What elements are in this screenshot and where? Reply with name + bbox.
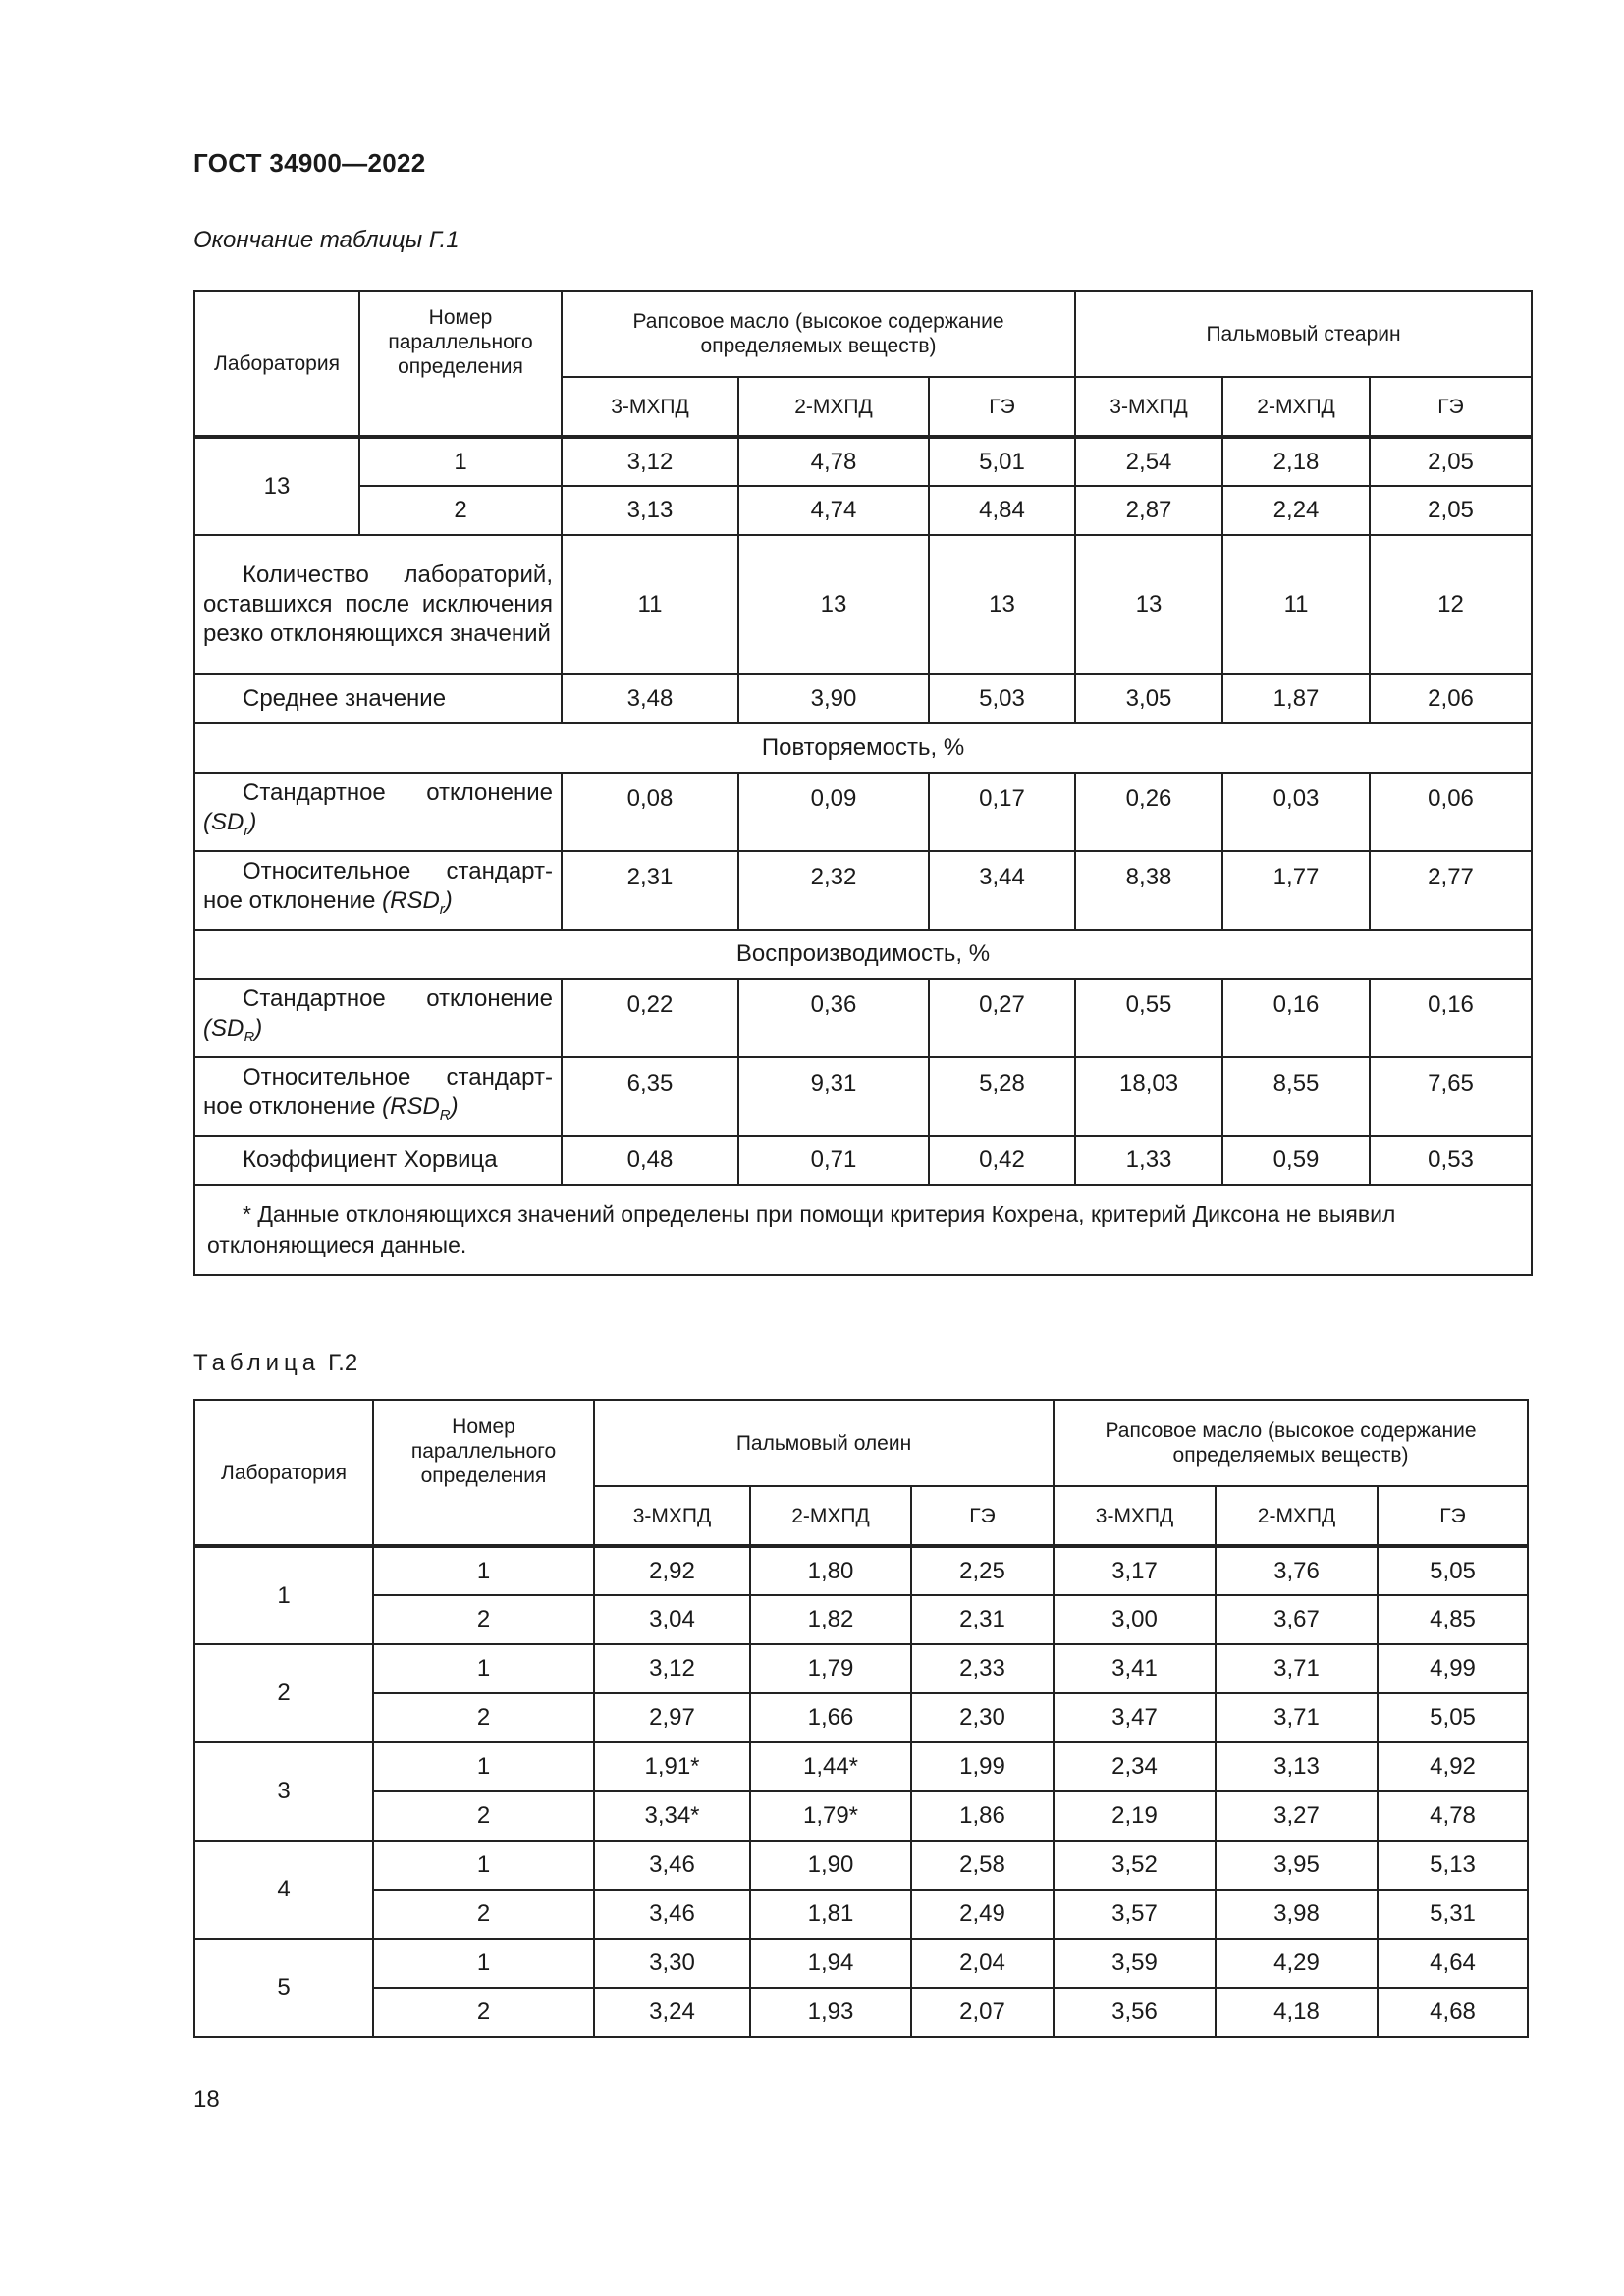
value-cell: 2,97 — [594, 1693, 750, 1742]
value-cell: 0,26 — [1075, 773, 1222, 851]
value-cell: 4,78 — [1378, 1791, 1528, 1841]
value-cell: 0,36 — [738, 979, 929, 1057]
value-cell: 3,48 — [562, 674, 738, 723]
section-row — [194, 723, 1532, 773]
value-cell: 0,22 — [562, 979, 738, 1057]
replicate-cell: 2 — [373, 1595, 594, 1644]
value-cell: 3,12 — [594, 1644, 750, 1693]
value-cell: 4,78 — [738, 437, 929, 486]
row-label — [194, 1136, 562, 1185]
header-replicate-number: Номер параллельного определения — [373, 1400, 594, 1546]
value-cell: 0,42 — [929, 1136, 1075, 1185]
table2-caption — [193, 1350, 357, 1377]
value-cell: 1,91* — [594, 1742, 750, 1791]
lab-number-cell: 4 — [194, 1841, 373, 1939]
symbol-subscript: R — [439, 1106, 451, 1124]
lab-number-cell: 3 — [194, 1742, 373, 1841]
page-number: 18 — [193, 2086, 220, 2112]
table-row — [194, 1057, 1532, 1136]
value-cell: 2,54 — [1075, 437, 1222, 486]
row-label — [194, 1057, 562, 1136]
value-cell: 5,31 — [1378, 1890, 1528, 1939]
value-cell: 3,56 — [1054, 1988, 1216, 2037]
table-note: * Данные отклоняющихся значений определены при помощи критерия Кохрена, критерий Диксона не выявил отклоняющиеся данные. — [194, 1185, 1532, 1275]
row-label-text: Относительное стандартное отклонение — [203, 857, 553, 914]
symbol-subscript: r — [244, 822, 249, 839]
value-cell: 8,38 — [1075, 851, 1222, 930]
value-cell: 3,98 — [1216, 1890, 1378, 1939]
table-row — [194, 1791, 1528, 1841]
value-cell: 5,03 — [929, 674, 1075, 723]
value-cell: 3,59 — [1054, 1939, 1216, 1988]
value-cell: 5,28 — [929, 1057, 1075, 1136]
value-cell: 0,48 — [562, 1136, 738, 1185]
symbol-main: SD — [211, 1014, 244, 1041]
replicate-cell: 1 — [373, 1841, 594, 1890]
value-cell: 3,90 — [738, 674, 929, 723]
row-label-text: Среднее значение — [243, 685, 447, 712]
value-cell: 13 — [738, 535, 929, 674]
replicate-cell: 1 — [373, 1644, 594, 1693]
subheader-cell: 3-МХПД — [562, 377, 738, 437]
value-cell: 6,35 — [562, 1057, 738, 1136]
subheader-cell: 2-МХПД — [1216, 1486, 1378, 1546]
table-row — [194, 979, 1532, 1057]
value-cell: 11 — [562, 535, 738, 674]
value-cell: 0,06 — [1370, 773, 1532, 851]
table-g1-end — [193, 290, 1533, 1276]
value-cell: 5,01 — [929, 437, 1075, 486]
table-row — [194, 535, 1532, 674]
value-cell: 3,76 — [1216, 1546, 1378, 1595]
value-cell: 5,05 — [1378, 1693, 1528, 1742]
value-cell: 4,29 — [1216, 1939, 1378, 1988]
value-cell: 2,77 — [1370, 851, 1532, 930]
value-cell: 1,87 — [1222, 674, 1370, 723]
value-cell: 4,74 — [738, 486, 929, 535]
value-cell: 1,94 — [750, 1939, 911, 1988]
value-cell: 2,92 — [594, 1546, 750, 1595]
value-cell: 2,31 — [911, 1595, 1054, 1644]
header-palm-stearin: Пальмовый стеарин — [1075, 291, 1532, 377]
value-cell: 1,33 — [1075, 1136, 1222, 1185]
subheader-cell: ГЭ — [1378, 1486, 1528, 1546]
value-cell: 3,27 — [1216, 1791, 1378, 1841]
value-cell: 1,81 — [750, 1890, 911, 1939]
value-cell: 0,09 — [738, 773, 929, 851]
value-cell: 2,25 — [911, 1546, 1054, 1595]
value-cell: 2,24 — [1222, 486, 1370, 535]
lab-number-cell: 13 — [194, 437, 359, 535]
subheader-cell: 3-МХПД — [1075, 377, 1222, 437]
subheader-cell: 2-МХПД — [738, 377, 929, 437]
value-cell: 0,08 — [562, 773, 738, 851]
value-cell: 2,31 — [562, 851, 738, 930]
value-cell: 3,00 — [1054, 1595, 1216, 1644]
value-cell: 3,67 — [1216, 1595, 1378, 1644]
symbol: $(SD_R)$ — [203, 1014, 263, 1045]
value-cell: 2,06 — [1370, 674, 1532, 723]
table-row — [194, 1644, 1528, 1693]
value-cell: 13 — [1075, 535, 1222, 674]
table-row — [194, 1595, 1528, 1644]
value-cell: 9,31 — [738, 1057, 929, 1136]
value-cell: 2,58 — [911, 1841, 1054, 1890]
value-cell: 2,04 — [911, 1939, 1054, 1988]
value-cell: 4,85 — [1378, 1595, 1528, 1644]
value-cell: 4,68 — [1378, 1988, 1528, 2037]
replicate-cell: 1 — [373, 1939, 594, 1988]
row-label-text: Относительное стандартное отклонение — [203, 1063, 553, 1120]
subheader-cell: 3-МХПД — [594, 1486, 750, 1546]
value-cell: 1,79* — [750, 1791, 911, 1841]
value-cell: 2,18 — [1222, 437, 1370, 486]
table1-caption: Окончание таблицы Г.1 — [193, 227, 460, 253]
value-cell: 0,55 — [1075, 979, 1222, 1057]
value-cell: 13 — [929, 535, 1075, 674]
value-cell: 0,16 — [1370, 979, 1532, 1057]
replicate-cell: 2 — [373, 1988, 594, 2037]
value-cell: 4,64 — [1378, 1939, 1528, 1988]
value-cell: 3,71 — [1216, 1644, 1378, 1693]
replicate-cell: 1 — [359, 437, 562, 486]
row-label — [194, 979, 562, 1057]
value-cell: 3,46 — [594, 1890, 750, 1939]
lab-number-cell: 2 — [194, 1644, 373, 1742]
value-cell: 12 — [1370, 535, 1532, 674]
section-row — [194, 930, 1532, 979]
header-replicate-number: Номер параллельного определения — [359, 291, 562, 437]
value-cell: 0,16 — [1222, 979, 1370, 1057]
value-cell: 3,30 — [594, 1939, 750, 1988]
replicate-cell: 2 — [359, 486, 562, 535]
replicate-cell: 1 — [373, 1742, 594, 1791]
section-heading: Воспроизводимость, % — [194, 930, 1532, 979]
table-g2 — [193, 1399, 1529, 2038]
replicate-cell: 2 — [373, 1791, 594, 1841]
symbol-subscript: R — [244, 1028, 255, 1045]
value-cell: 3,71 — [1216, 1693, 1378, 1742]
value-cell: 4,18 — [1216, 1988, 1378, 2037]
subheader-cell: 2-МХПД — [1222, 377, 1370, 437]
table-row — [194, 1939, 1528, 1988]
value-cell: 1,44* — [750, 1742, 911, 1791]
table-row — [194, 1890, 1528, 1939]
lab-number-cell: 1 — [194, 1546, 373, 1644]
value-cell: 2,05 — [1370, 486, 1532, 535]
table-row — [194, 1742, 1528, 1791]
table2-caption-word: Таблица — [193, 1350, 321, 1376]
value-cell: 1,77 — [1222, 851, 1370, 930]
value-cell: 1,90 — [750, 1841, 911, 1890]
value-cell: 3,46 — [594, 1841, 750, 1890]
value-cell: 4,99 — [1378, 1644, 1528, 1693]
table-row — [194, 1546, 1528, 1595]
value-cell: 0,03 — [1222, 773, 1370, 851]
replicate-cell: 2 — [373, 1890, 594, 1939]
value-cell: 3,57 — [1054, 1890, 1216, 1939]
value-cell: 2,32 — [738, 851, 929, 930]
value-cell: 1,82 — [750, 1595, 911, 1644]
replicate-cell: 2 — [373, 1693, 594, 1742]
subheader-cell: ГЭ — [929, 377, 1075, 437]
table-row — [194, 674, 1532, 723]
subheader-cell: 2-МХПД — [750, 1486, 911, 1546]
value-cell: 2,05 — [1370, 437, 1532, 486]
table-row — [194, 1693, 1528, 1742]
section-heading: Повторяемость, % — [194, 723, 1532, 773]
row-label — [194, 773, 562, 851]
value-cell: 1,93 — [750, 1988, 911, 2037]
row-label-text: Стандартное отклонение — [243, 985, 553, 1012]
note-row — [194, 1185, 1532, 1275]
row-label — [194, 674, 562, 723]
value-cell: 1,86 — [911, 1791, 1054, 1841]
table-row — [194, 437, 1532, 486]
value-cell: 2,19 — [1054, 1791, 1216, 1841]
value-cell: 8,55 — [1222, 1057, 1370, 1136]
value-cell: 1,66 — [750, 1693, 911, 1742]
value-cell: 4,92 — [1378, 1742, 1528, 1791]
row-label — [194, 851, 562, 930]
replicate-cell: 1 — [373, 1546, 594, 1595]
value-cell: 3,44 — [929, 851, 1075, 930]
value-cell: 5,13 — [1378, 1841, 1528, 1890]
subheader-cell: ГЭ — [1370, 377, 1532, 437]
value-cell: 2,34 — [1054, 1742, 1216, 1791]
value-cell: 0,17 — [929, 773, 1075, 851]
value-cell: 2,07 — [911, 1988, 1054, 2037]
symbol: $(SD_r)$ — [203, 808, 257, 839]
symbol-main: RSD — [390, 1093, 440, 1120]
value-cell: 0,71 — [738, 1136, 929, 1185]
table2-caption-number: Г.2 — [328, 1350, 358, 1376]
value-cell: 3,47 — [1054, 1693, 1216, 1742]
value-cell: 7,65 — [1370, 1057, 1532, 1136]
subheader-cell: ГЭ — [911, 1486, 1054, 1546]
row-label-text: Коэффициент Хорвица — [243, 1147, 498, 1173]
value-cell: 3,12 — [562, 437, 738, 486]
value-cell: 3,52 — [1054, 1841, 1216, 1890]
value-cell: 11 — [1222, 535, 1370, 674]
row-label — [194, 535, 562, 674]
table-row — [194, 1988, 1528, 2037]
symbol: $(RSD_R)$ — [382, 1093, 459, 1124]
value-cell: 3,05 — [1075, 674, 1222, 723]
value-cell: 0,27 — [929, 979, 1075, 1057]
table-row — [194, 486, 1532, 535]
value-cell: 5,05 — [1378, 1546, 1528, 1595]
value-cell: 3,41 — [1054, 1644, 1216, 1693]
header-rapeseed-oil: Рапсовое масло (высокое содержание определяемых веществ) — [1054, 1400, 1528, 1486]
row-label-text: Количество лабораторий, оставшихся после исключения резко отклоняющихся значений — [203, 561, 553, 647]
symbol-main: RSD — [390, 886, 440, 914]
subheader-cell: 3-МХПД — [1054, 1486, 1216, 1546]
value-cell: 2,33 — [911, 1644, 1054, 1693]
document-header: ГОСТ 34900—2022 — [193, 148, 426, 178]
symbol-subscript: r — [439, 900, 445, 918]
header-palm-olein: Пальмовый олеин — [594, 1400, 1054, 1486]
value-cell: 3,04 — [594, 1595, 750, 1644]
value-cell: 3,34* — [594, 1791, 750, 1841]
value-cell: 2,49 — [911, 1890, 1054, 1939]
value-cell: 3,17 — [1054, 1546, 1216, 1595]
table-row — [194, 851, 1532, 930]
value-cell: 1,99 — [911, 1742, 1054, 1791]
lab-number-cell: 5 — [194, 1939, 373, 2037]
header-laboratory: Лаборатория — [194, 1400, 373, 1546]
table-row — [194, 1136, 1532, 1185]
row-label-text: Стандартное отклонение — [243, 778, 553, 806]
value-cell: 0,59 — [1222, 1136, 1370, 1185]
symbol: $(RSD_r)$ — [382, 886, 453, 918]
value-cell: 1,80 — [750, 1546, 911, 1595]
value-cell: 4,84 — [929, 486, 1075, 535]
header-laboratory: Лаборатория — [194, 291, 359, 437]
value-cell: 2,87 — [1075, 486, 1222, 535]
value-cell: 3,13 — [1216, 1742, 1378, 1791]
header-rapeseed-oil: Рапсовое масло (высокое содержание определяемых веществ) — [562, 291, 1075, 377]
table-row — [194, 773, 1532, 851]
value-cell: 2,30 — [911, 1693, 1054, 1742]
value-cell: 3,13 — [562, 486, 738, 535]
table-row — [194, 1841, 1528, 1890]
value-cell: 1,79 — [750, 1644, 911, 1693]
value-cell: 18,03 — [1075, 1057, 1222, 1136]
value-cell: 3,95 — [1216, 1841, 1378, 1890]
value-cell: 3,24 — [594, 1988, 750, 2037]
value-cell: 0,53 — [1370, 1136, 1532, 1185]
symbol-main: SD — [211, 808, 244, 835]
